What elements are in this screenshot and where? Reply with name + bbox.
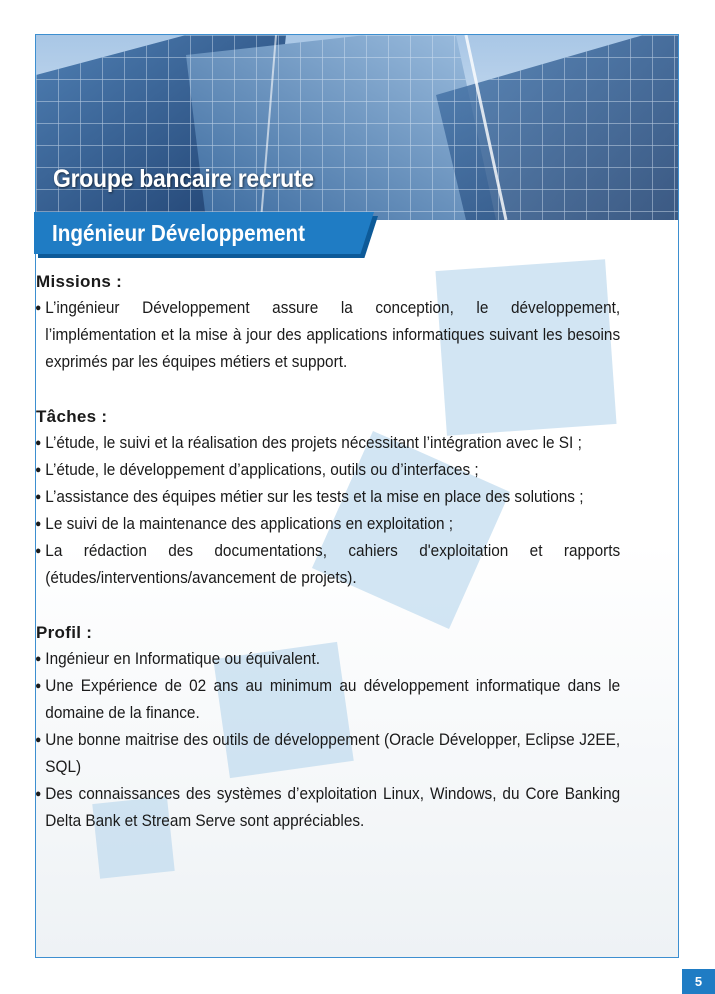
list-item: ● L’ingénieur Développement assure la conception, le développement, l’implémentation et la mise à jour des applications informatiques suivant les besoins exprimés par les équipes métiers et support.	[36, 295, 620, 376]
list-item: ● Ingénieur en Informatique ou équivalent.	[36, 646, 620, 673]
missions-section	[36, 268, 621, 376]
list-item: ● Une Expérience de 02 ans au minimum au développement informatique dans le domaine de la finance.	[36, 673, 620, 727]
list-item: ● Le suivi de la maintenance des applications en exploitation ;	[36, 511, 620, 538]
job-description	[36, 268, 621, 862]
list-item: ● Une bonne maitrise des outils de développement (Oracle Développer, Eclipse J2EE, SQL)	[36, 727, 620, 781]
banner-title: Groupe bancaire recrute	[53, 165, 314, 193]
page-number: 5	[682, 969, 715, 994]
profil-list	[36, 646, 621, 835]
taches-section	[36, 403, 621, 592]
list-item: ● L’assistance des équipes métier sur les tests et la mise en place des solutions ;	[36, 484, 620, 511]
missions-list	[36, 295, 621, 376]
taches-list	[36, 430, 621, 592]
list-item: ● L’étude, le développement d’applications, outils ou d’interfaces ;	[36, 457, 620, 484]
list-item: ● La rédaction des documentations, cahiers d'exploitation et rapports (études/interventions/avancement de projets).	[36, 538, 620, 592]
banner-image	[36, 35, 678, 220]
missions-title: Missions :	[36, 272, 123, 291]
profil-title: Profil :	[36, 623, 93, 642]
taches-title: Tâches :	[36, 407, 108, 426]
job-title: Ingénieur Développement	[52, 220, 306, 246]
list-item: ● L’étude, le suivi et la réalisation des projets nécessitant l’intégration avec le SI ;	[36, 430, 620, 457]
list-item: ● Des connaissances des systèmes d’exploitation Linux, Windows, du Core Banking Delta Bank et Stream Serve sont appréciables.	[36, 781, 620, 835]
profil-section	[36, 619, 621, 835]
